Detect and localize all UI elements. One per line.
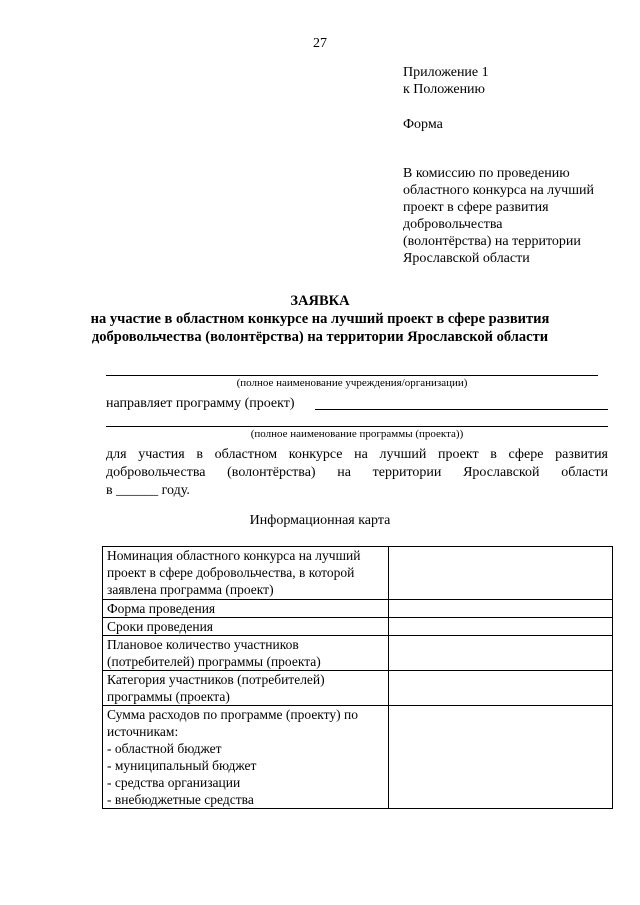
row-label: Номинация областного конкурса на лучший проект в сфере добровольчества, в которой заявлена программа (проект) [103,547,389,600]
row-value-cell[interactable] [389,706,613,809]
addressee-line: проект в сфере развития [403,200,549,215]
addressee-line: областного конкурса на лучший [403,183,594,198]
row-value-cell[interactable] [389,618,613,636]
appendix-line-2: к Положению [403,82,486,97]
table-row [103,547,613,600]
table-row [103,671,613,706]
program-name-caption: (полное наименование программы (проекта)) [250,428,464,440]
expenses-label: Сумма расходов по программе (проекту) по источникам: [107,707,359,739]
form-label: Форма [403,117,443,132]
row-value-cell[interactable] [389,600,613,618]
table-row [103,600,613,618]
addressee-line: (волонтёрства) на территории [403,234,581,249]
row-value-cell[interactable] [389,636,613,671]
source-item: - областной бюджет [107,741,222,756]
appendix-block [403,64,489,98]
sends-program-label: направляет программу (проект) [106,396,295,411]
table-row [103,636,613,671]
heading-title: ЗАЯВКА [290,293,350,309]
year-blank-field[interactable]: ______ [116,483,159,498]
source-item: - средства организации [107,775,241,790]
purpose-line-1: для участия в областном конкурсе на лучший проект в сфере развития [106,447,608,462]
row-label-expenses [103,706,389,809]
row-value-cell[interactable] [389,671,613,706]
year-prefix: в [106,483,113,498]
addressee-line: добровольчества [403,217,503,232]
row-label: Сроки проведения [103,618,389,636]
row-label: Категория участников (потребителей) программы (проекта) [103,671,389,706]
program-name-field-line-2[interactable] [106,426,608,427]
info-card-table [102,546,613,809]
application-heading [0,292,640,346]
source-item: - внебюджетные средства [107,792,254,807]
row-value-cell[interactable] [389,547,613,600]
org-name-field-line[interactable] [106,375,598,376]
heading-subtitle-line-1: на участие в областном конкурсе на лучший проект в сфере развития [90,311,550,327]
addressee-line: Ярославской области [403,251,530,266]
year-line [106,482,190,500]
table-row [103,706,613,809]
year-suffix: году. [161,483,190,498]
program-name-field-line-1[interactable] [315,409,608,410]
source-item: - муниципальный бюджет [107,758,257,773]
table-row [103,618,613,636]
info-card-title: Информационная карта [249,513,391,528]
row-label: Форма проведения [103,600,389,618]
purpose-line-2: добровольчества (волонтёрства) на территории Ярославской области [106,465,608,480]
addressee-block [403,165,594,267]
addressee-line: В комиссию по проведению [403,166,570,181]
org-name-caption: (полное наименование учреждения/организации) [236,377,468,389]
heading-subtitle-line-2: добровольчества (волонтёрства) на территории Ярославской области [91,329,549,345]
row-label: Плановое количество участников (потребителей) программы (проекта) [103,636,389,671]
appendix-line-1: Приложение 1 [403,65,489,80]
page-number: 27 [313,36,327,51]
